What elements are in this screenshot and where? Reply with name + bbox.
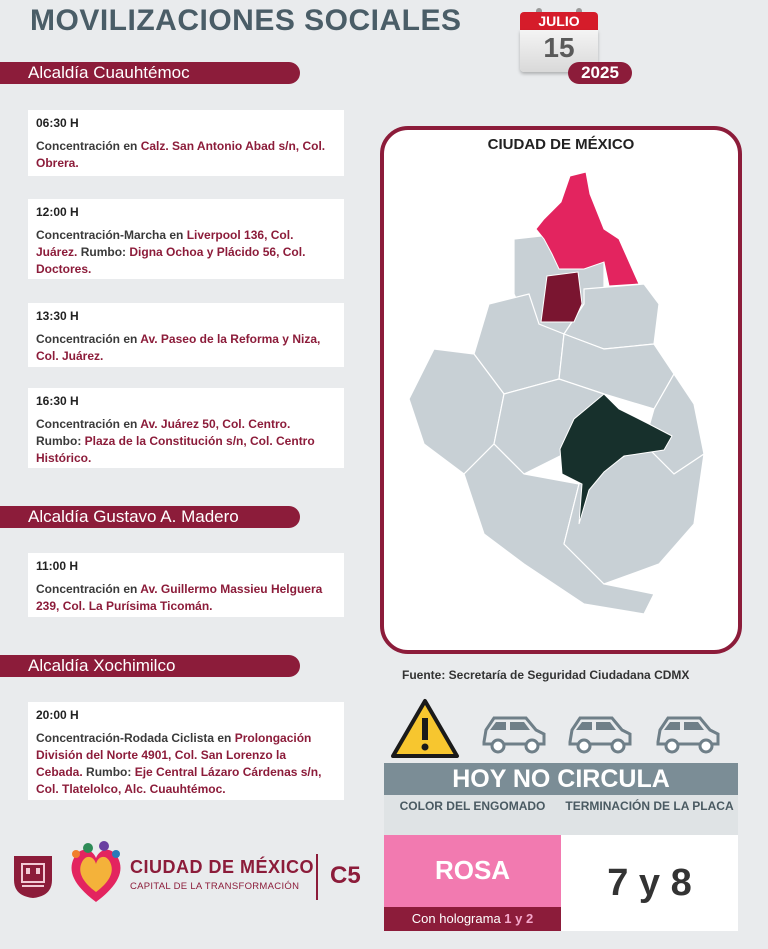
event-description xyxy=(36,730,336,798)
cdmx-heart-logo-icon xyxy=(66,840,126,906)
event-time: 20:00 H xyxy=(36,708,79,722)
page-title: MOVILIZACIONES SOCIALES xyxy=(30,4,462,37)
event-description xyxy=(36,331,336,365)
event-card xyxy=(28,553,344,617)
event-place: Digna Ochoa y Plácido 56, Col. Doctores. xyxy=(36,245,306,276)
cdmx-map xyxy=(384,130,738,650)
color-engomado-header: COLOR DEL ENGOMADO xyxy=(384,795,561,835)
engomado-color-value: ROSA xyxy=(384,835,561,907)
cuauhtemoc-highlight xyxy=(541,272,582,322)
car-icon xyxy=(652,712,724,756)
event-place: Plaza de la Constitución s/n, Col. Centro Histórico. xyxy=(36,434,315,465)
car-icon xyxy=(478,712,550,756)
event-place: Liverpool 136, Col. Juárez. xyxy=(36,228,294,259)
section-header-xochimilco: Alcaldía Xochimilco xyxy=(0,655,300,677)
event-text: Concentración en xyxy=(36,332,141,346)
event-card xyxy=(28,303,344,367)
footer-divider xyxy=(316,854,318,900)
hologram-note xyxy=(384,907,561,931)
event-place: Calz. San Antonio Abad s/n, Col. Obrera. xyxy=(36,139,326,170)
event-place: Av. Paseo de la Reforma y Niza, Col. Juárez. xyxy=(36,332,321,363)
event-description xyxy=(36,138,336,172)
event-card xyxy=(28,388,344,468)
event-card xyxy=(28,702,344,800)
event-place: Av. Juárez 50, Col. Centro. xyxy=(140,417,291,431)
coat-of-arms-icon xyxy=(10,850,56,900)
event-description xyxy=(36,416,336,467)
event-time: 12:00 H xyxy=(36,205,79,219)
hoy-no-circula-title: HOY NO CIRCULA xyxy=(384,763,738,795)
map-panel xyxy=(380,126,742,654)
date-day: 15 xyxy=(520,30,598,72)
date-month: JULIO xyxy=(520,12,598,30)
footer-slogan: CAPITAL DE LA TRANSFORMACIÓN xyxy=(130,881,300,892)
event-text: Concentración en xyxy=(36,139,141,153)
footer-agency: C5 xyxy=(330,862,361,889)
warning-icon xyxy=(390,698,460,760)
event-description xyxy=(36,581,336,615)
event-text: Concentración-Rodada Ciclista en xyxy=(36,731,235,745)
event-text: Concentración en xyxy=(36,582,141,596)
date-year: 2025 xyxy=(568,62,632,84)
event-time: 06:30 H xyxy=(36,116,79,130)
section-header-cuauhtemoc: Alcaldía Cuauhtémoc xyxy=(0,62,300,84)
event-time: 11:00 H xyxy=(36,559,79,573)
event-place: Prolongación División del Norte 4901, Col. San Lorenzo la Cebada. xyxy=(36,731,312,779)
event-description xyxy=(36,227,336,278)
event-text: Rumbo: xyxy=(77,245,130,259)
terminacion-placa-header: TERMINACIÓN DE LA PLACA xyxy=(561,795,738,835)
plate-ending-value: 7 y 8 xyxy=(561,835,738,931)
event-card xyxy=(28,110,344,176)
event-place: Eje Central Lázaro Cárdenas s/n, Col. Tlatelolco, Alc. Cuauhtémoc. xyxy=(36,765,322,796)
hologram-prefix: Con holograma xyxy=(411,911,505,926)
car-icon xyxy=(564,712,636,756)
event-text: Rumbo: xyxy=(82,765,135,779)
event-time: 13:30 H xyxy=(36,309,79,323)
footer-city-name: CIUDAD DE MÉXICO xyxy=(130,857,315,877)
map-source: Fuente: Secretaría de Seguridad Ciudadana CDMX xyxy=(402,668,690,682)
hologram-values: 1 y 2 xyxy=(504,911,534,926)
section-header-gustavo-a-madero: Alcaldía Gustavo A. Madero xyxy=(0,506,300,528)
event-text: Concentración en xyxy=(36,417,141,431)
event-place: Av. Guillermo Massieu Helguera 239, Col. La Purísima Ticomán. xyxy=(36,582,323,613)
map-title: CIUDAD DE MÉXICO xyxy=(487,136,635,153)
event-text: Concentración-Marcha en xyxy=(36,228,187,242)
event-card xyxy=(28,199,344,279)
event-time: 16:30 H xyxy=(36,394,79,408)
event-text: Rumbo: xyxy=(36,434,85,448)
